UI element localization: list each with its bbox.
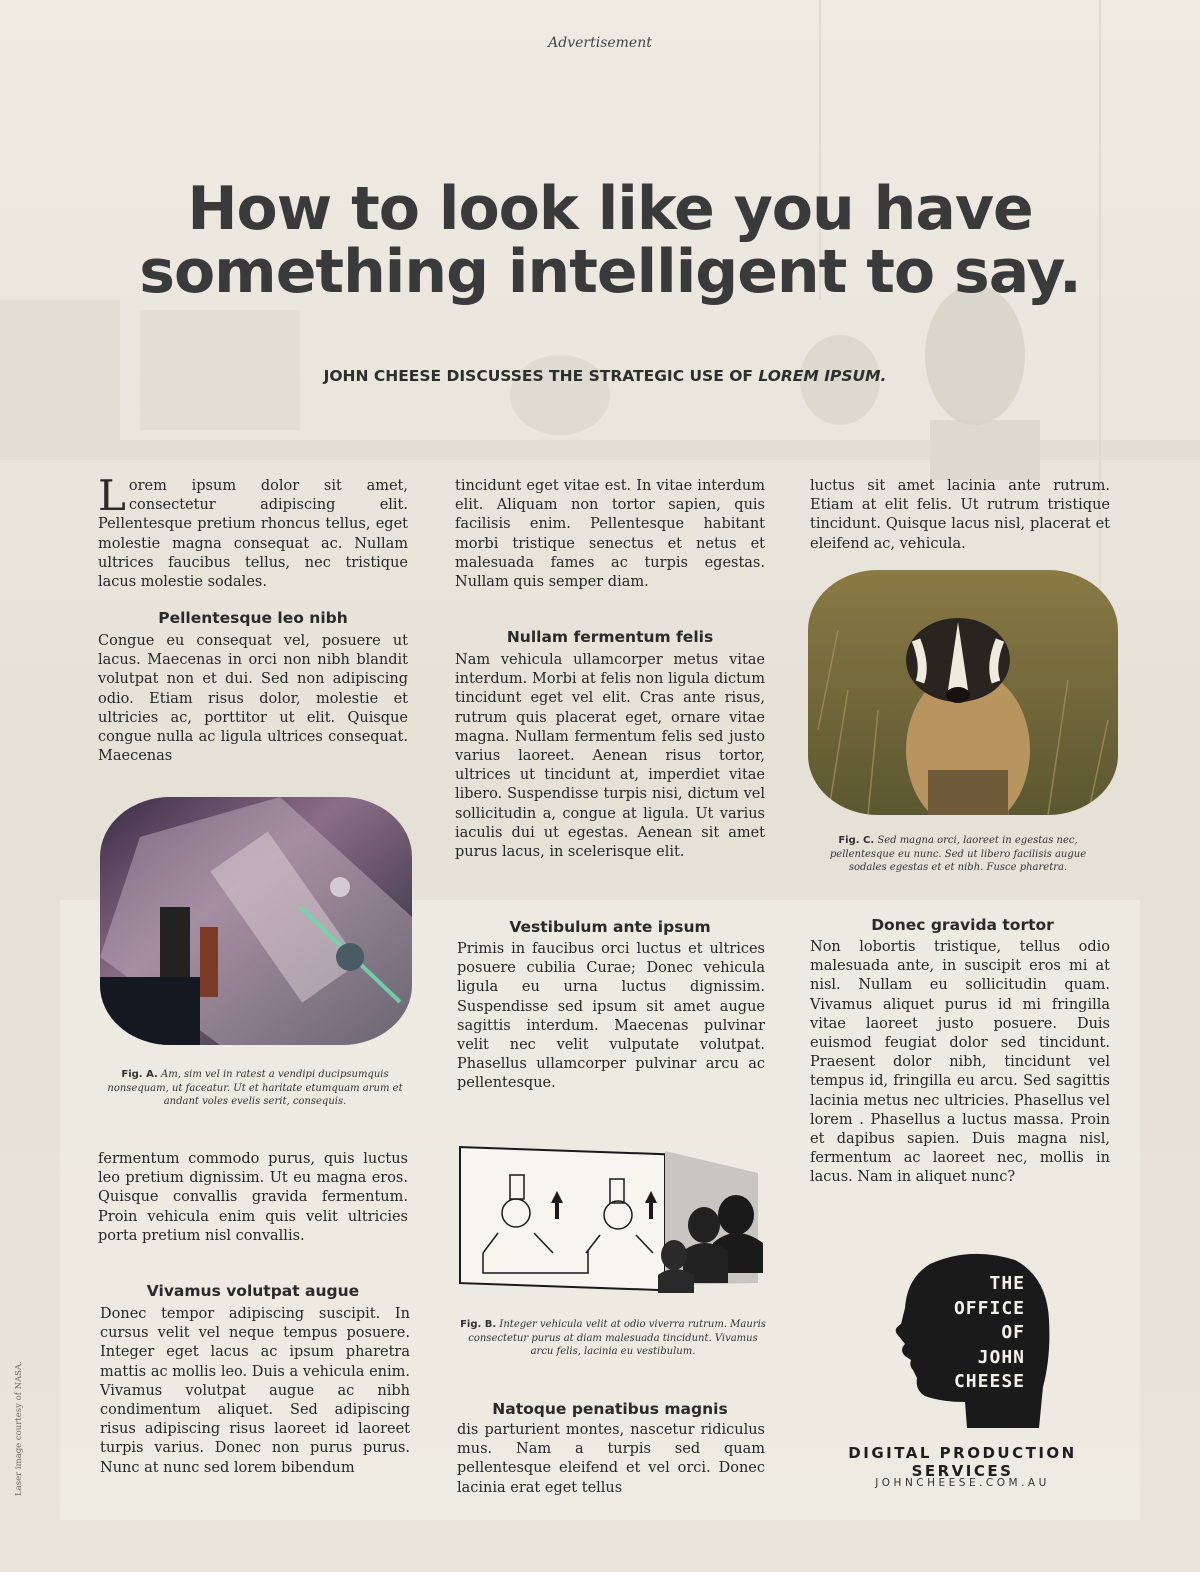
col1-paragraph-3: fermentum commodo purus, quis luctus leo pretium dignissim. Ut eu magna eros. Quisque convallis gravida fermentum. Proin vehicula enim quis velit ultricies porta pretium nisl convallis. (98, 1151, 408, 1244)
headline (60, 174, 1160, 307)
figure-a-caption: Fig. A. Am, sim vel in ratest a vendipi ducipsumquis nonsequam, ut faceatur. Ut et haritate etumquam arum et andant voles evelis serit, consequis. (107, 1069, 403, 1107)
col1-heading-2: Vivamus volutpat augue (146, 1282, 360, 1300)
col2-heading-2: Vestibulum ante ipsum (509, 918, 711, 936)
headline-line-1: How to look like you have (187, 174, 1033, 244)
logo-line-of: OF (1001, 1322, 1025, 1343)
logo-line-office: OFFICE (953, 1297, 1025, 1319)
figure-a-laser-photo (100, 797, 412, 1045)
figure-b-caption: Fig. B. Integer vehicula velit at odio viverra rutrum. Mauris consectetur purus at diam malesuada tincidunt. Vivamus arcu felis, lacinia eu vestibulum. (460, 1319, 766, 1357)
subhead-emphasis: LOREM IPSUM. (758, 367, 887, 385)
figure-c-badger-photo (808, 570, 1118, 815)
headline-line-2: something intelligent to say. (139, 237, 1081, 307)
figure-b-label: Fig. B. (460, 1319, 497, 1330)
col3-paragraph-1: luctus sit amet lacinia ante rutrum. Etiam at elit felis. Ut rutrum tristique tincidunt. Quisque lacus nisl, placerat et eleifend ac, vehicula. (810, 478, 1110, 552)
col1-paragraph-4: Donec tempor adipiscing suscipit. In cursus velit vel neque tempus posuere. Integer eget lacus ac ipsum pharetra mattis ac mollis leo. Duis a vehicula enim. Vivamus volutpat augue ac nibh condimentum aliquet. Sed adipiscing risus adipiscing risus laoreet id laoreet turpis varius. Donec non purus purus. Nunc at nunc sed lorem bibendum (100, 1306, 410, 1476)
logo-url: JOHNCHEESE.COM.AU (875, 1477, 1050, 1489)
col2-heading-1: Nullam fermentum felis (506, 628, 714, 646)
figure-c-caption: Fig. C. Sed magna orci, laoreet in egestas nec, pellentesque eu nunc. Sed ut libero facilisis augue sodales egestas et et nibh. Fusce pharetra. (829, 835, 1087, 873)
figure-c-label: Fig. C. (838, 835, 875, 846)
image-credit: Laser image courtesy of NASA. (14, 1361, 24, 1496)
subhead-text: JOHN CHEESE DISCUSSES THE STRATEGIC USE OF (323, 367, 759, 385)
logo-wordmark (905, 1272, 1025, 1395)
figure-a-label: Fig. A. (121, 1069, 158, 1080)
col1-paragraph-2: Congue eu consequat vel, posuere ut lacus. Maecenas in orci non nibh blandit volutpat non et dui. Sed non adipiscing odio. Etiam risus dolor, molestie et ultricies ac, porttitor ut elit. Quisque congue nulla ac ligula ultrices consequat. Maecenas (98, 633, 408, 765)
col3-heading-1: Donec gravida tortor (871, 916, 1054, 934)
col2-paragraph-3: Primis in faucibus orci luctus et ultrices posuere cubilia Curae; Donec vehicula ligula eu urna luctus dignissim. Suspendisse sed ipsum sit amet augue sagittis interdum. Maecenas pulvinar velit nec velit vulputate volutpat. Phasellus ullamcorper pulvinar arcu ac pellentesque. (457, 941, 765, 1092)
logo-line-john: JOHN (977, 1346, 1025, 1368)
subheadline (60, 367, 1150, 385)
col1-paragraph-1: Lorem ipsum dolor sit amet, consectetur adipiscing elit. Pellentesque pretium rhoncus tellus, eget molestie magna consequat ac. Nullam ultrices faucibus tellus, nec tristique lacus molestie sodales. (98, 471, 408, 591)
col1-heading-1: Pellentesque leo nibh (158, 609, 348, 627)
ad-label: Advertisement (548, 35, 652, 51)
col3-paragraph-2: Non lobortis tristique, tellus odio malesuada ante, in suscipit eros mi at nisl. Nullam eu sollicitudin quam. Vivamus aliquet purus id mi fringilla vitae laoreet justo posuere. Duis euismod feugiat dolor sed tincidunt. Praesent dolor nibh, tincidunt vel tempus id, fringilla eu arcu. Sed sagittis lacinia metus nec ultricies. Phasellus vel lorem . Phasellus a luctus massa. Proin et dapibus sapien. Duis magna nisl, fermentum ac laoreet nec, mollis in lacus. Nam in aliquet nunc? (810, 939, 1110, 1186)
logo-line-cheese: CHEESE (953, 1371, 1025, 1392)
col2-paragraph-1: tincidunt eget vitae est. In vitae interdum elit. Aliquam non tortor sapien, quis facilisis enim. Pellentesque habitant morbi tristique senectus et netus et malesuada fames ac turpis egestas. Nullam quis semper diam. (455, 478, 765, 591)
col2-heading-3: Natoque penatibus magnis (492, 1400, 728, 1418)
drop-cap: L (98, 471, 126, 520)
logo-tagline: DIGITAL PRODUCTION SERVICES (848, 1444, 1077, 1480)
logo-line-the: THE (989, 1273, 1025, 1294)
col2-paragraph-4: dis parturient montes, nascetur ridiculus mus. Nam a turpis sed quam pellentesque eleifend et vel orci. Donec lacinia erat eget tellus (457, 1422, 765, 1496)
figure-b-diagram-illustration (458, 1143, 770, 1293)
col2-paragraph-2: Nam vehicula ullamcorper metus vitae interdum. Morbi at felis non ligula dictum tincidunt eget vel elit. Cras ante risus, rutrum quis placerat eget, ornare vitae magna. Nullam fermentum felis sed justo varius laoreet. Aenean risus tortor, ultrices ut tincidunt at, imperdiet vitae libero. Suspendisse turpis nisi, dictum vel sollicitudin a, congue at ligula. Ut varius iaculis dui ut egestas. Aenean sit amet purus lacus, in scelerisque elit. (455, 652, 765, 861)
